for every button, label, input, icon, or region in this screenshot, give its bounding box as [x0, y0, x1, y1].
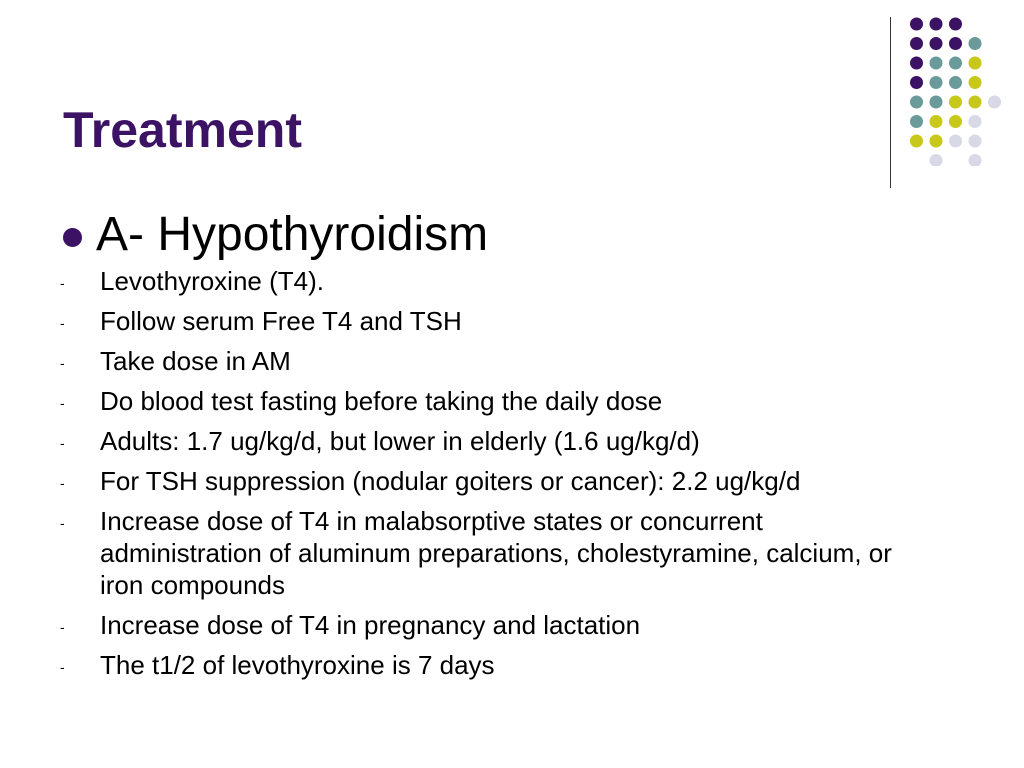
decorative-dot: [949, 115, 962, 128]
decorative-dot: [949, 37, 962, 50]
decorative-dot: [949, 135, 962, 148]
list-item: [60, 425, 920, 457]
decorative-dot: [910, 96, 923, 109]
title-divider-line: [890, 17, 891, 188]
list-item-text: Increase dose of T4 in pregnancy and lactation: [100, 610, 641, 640]
decorative-dot: [930, 76, 943, 89]
list-item-text: The t1/2 of levothyroxine is 7 days: [100, 650, 495, 680]
decorative-dot: [930, 96, 943, 109]
decorative-dot: [969, 37, 982, 50]
dash-icon: -: [60, 355, 65, 371]
decorative-dot: [969, 76, 982, 89]
decorative-dot: [969, 57, 982, 70]
decorative-dot: [969, 115, 982, 128]
list-item: [60, 505, 920, 601]
list-item-text: Follow serum Free T4 and TSH: [100, 306, 462, 336]
decorative-dot: [949, 57, 962, 70]
decorative-dot: [949, 96, 962, 109]
dash-icon: -: [60, 619, 65, 635]
decorative-dot: [930, 57, 943, 70]
dash-icon: -: [60, 475, 65, 491]
list-item: [60, 265, 920, 297]
dash-icon: -: [60, 315, 65, 331]
decorative-dot: [930, 37, 943, 50]
decorative-dot: [949, 76, 962, 89]
list-item-text: Increase dose of T4 in malabsorptive states or concurrent administration of aluminum preparations, cholestyramine, calcium, or iron compounds: [100, 506, 892, 600]
list-item-text: Adults: 1.7 ug/kg/d, but lower in elderly (1.6 ug/kg/d): [100, 426, 700, 456]
decorative-dot: [969, 154, 982, 166]
main-bullet: [63, 205, 488, 265]
list-item: [60, 609, 920, 641]
slide-title: Treatment: [63, 102, 302, 158]
decorative-dot: [930, 135, 943, 148]
decorative-dot: [910, 76, 923, 89]
decorative-dot: [910, 115, 923, 128]
decorative-dot: [969, 135, 982, 148]
dash-icon: -: [60, 435, 65, 451]
decorative-dot-grid: [905, 14, 1005, 166]
decorative-dot: [988, 96, 1001, 109]
decorative-dot: [930, 154, 943, 166]
list-item-text: Do blood test fasting before taking the daily dose: [100, 386, 663, 416]
decorative-dot: [910, 57, 923, 70]
list-item-text: For TSH suppression (nodular goiters or cancer): 2.2 ug/kg/d: [100, 466, 801, 496]
treatment-list: [60, 265, 920, 689]
list-item: [60, 345, 920, 377]
list-item-text: Take dose in AM: [100, 346, 291, 376]
decorative-dot: [930, 115, 943, 128]
list-item: [60, 385, 920, 417]
decorative-dot: [910, 18, 923, 31]
decorative-dot: [910, 37, 923, 50]
decorative-dot: [910, 135, 923, 148]
list-item: [60, 649, 920, 681]
dash-icon: -: [60, 659, 65, 675]
list-item: [60, 305, 920, 337]
list-item-text: Levothyroxine (T4).: [100, 266, 324, 296]
decorative-dot: [930, 18, 943, 31]
dash-icon: -: [60, 515, 65, 531]
decorative-dot: [969, 96, 982, 109]
bullet-dot-icon: [63, 228, 82, 247]
dash-icon: -: [60, 395, 65, 411]
list-item: [60, 465, 920, 497]
dash-icon: -: [60, 275, 65, 291]
main-bullet-text: A- Hypothyroidism: [96, 208, 489, 261]
decorative-dot: [949, 18, 962, 31]
